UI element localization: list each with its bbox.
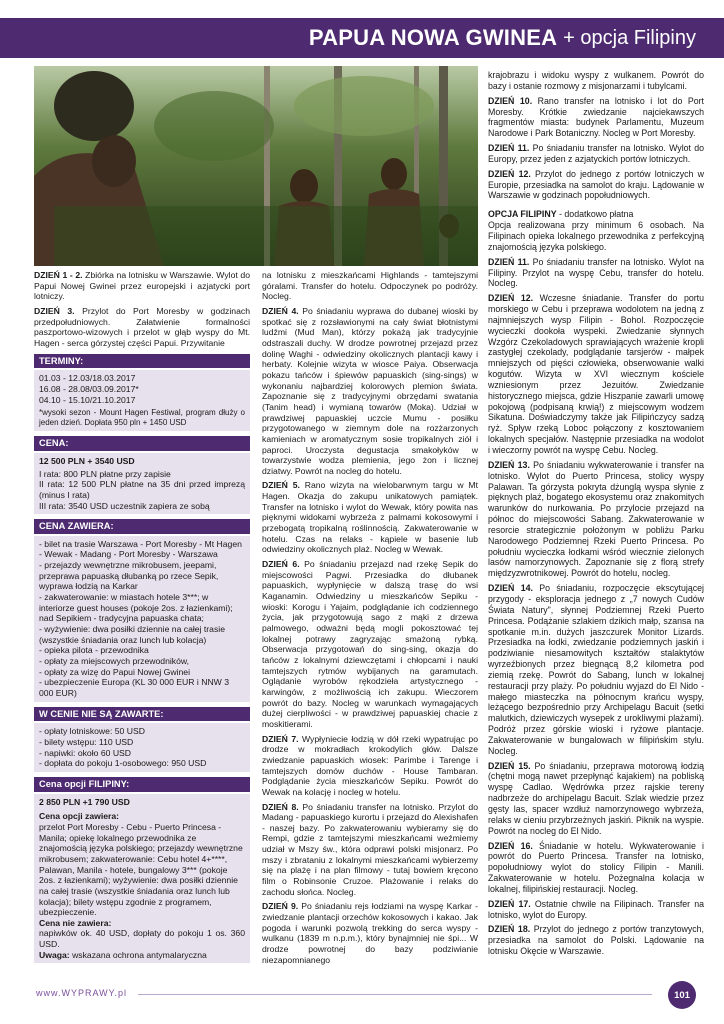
option-note: Uwaga: wskazana ochrona antymalaryczna (39, 949, 207, 960)
option-excludes-text: napiwków ok. 40 USD, dopłaty do pokoju 1 os. 360 USD. (39, 928, 245, 950)
terms-box (34, 370, 250, 431)
price-main: 12 500 PLN + 3540 USD (39, 455, 135, 466)
option-price-heading: Cena opcji FILIPINY: (34, 777, 250, 792)
option-includes-heading: Cena opcji zawiera: (39, 811, 120, 822)
list-item: - napiwki: około 60 USD (39, 747, 132, 758)
footer-site-link[interactable]: www.WYPRAWY.pl (36, 988, 128, 998)
excludes-box (34, 723, 250, 772)
price-box (34, 453, 250, 514)
day-paragraph: DZIEŃ 1 - 2. Zbiórka na lotnisku w Warszawie. Wylot do Papui Nowej Gwinei przez europejski i azjatycki port lotniczy. (34, 270, 250, 302)
day-paragraph: DZIEŃ 16. Śniadanie w hotelu. Wykwaterowanie i powrót do Puerto Princesa. Transfer na lotnisko, popołudniowy wylot do stolicy Filipin - Manili. Zakwaterowanie w hotelu. Pożegnalna kolacja w lokalnej, filipińskiej restauracji. Nocleg. (488, 840, 704, 894)
papua-people-photo (34, 66, 478, 266)
list-item: - dopłata do pokoju 1-osobowego: 950 USD (39, 758, 207, 769)
day-paragraph: DZIEŃ 14. Po śniadaniu, rozpoczęcie ekscytującej przygody - eksploracja jednego z „7 nowych Cudów Świata Natury", słynnej Podziemnej Rzeki Puerto Princesa. Podążanie szlakiem dzikich małp, szansa na spotkanie m.in. dużych jaszczurek Monitor Lizards. Przesiadka na łodki, zwiedzanie podziemnych jaskiń i podziwianie niesamowitych kształtów stalaktytów wyrzeźbionych przez biegnącą 8,2 kilometra pod ziemią rzekę. Powrót do Sabang, lunch w lokalnej restauracji przy plaży. Po południu wyjazd do El Nido - małego miasteczka na północnym krańcu wyspy, leżącego bezpośrednio przy Archipelagu Bacuit (setki malutkich, dziewiczych wysepek z urokliwymi plażami). Podróż przez górskie wioski i ryżowe plantacje. Zakwaterowanie w bungalowach w filipińskim stylu. Nocleg. (488, 583, 704, 756)
terms-note: *wysoki sezon - Mount Hagen Festiwal, program dłuży o jeden dzień. Dopłata 950 pln + 1450 USD (39, 408, 245, 428)
day-paragraph: DZIEŃ 15. Po śniadaniu, przeprawa motorową łodzią (chętni mogą nawet przepłynąć kajakiem) na pobliską wyspę Cadlao. Wędrówka przez rajskie tereny nadbrzeże do archipelagu Bacuit. Szlak wiedzie przez gęsty las, spacer wzdłuż namorzynowego wybrzeża, relaks w cieniu przybrzeżnych jaskiń. Piknik na wyspie. Powrót na nocleg do El Nido. (488, 760, 704, 836)
terms-heading: TERMINY: (34, 354, 250, 369)
option-includes-text: przelot Port Moresby - Cebu - Puerto Princesa - Manila; opiekę lokalnego przewodnika ze znajomością języka polskiego; przejazdy wewnętrzne mikrobusem; zakwaterowanie: Cebu hotel 4+****, Palawan, Manila - hotele, bungalowy 3*** (pokoje 2os. z łazienkami); wyżywienie: dwa posiłki dziennie na całej trasie (wszystkie śniadania oraz lunch lub kolacja); bilety wstępu zgodnie z programem, ubezpieczenie. (39, 821, 243, 918)
page-header (0, 18, 724, 58)
page-subtitle: + opcja Filipiny (563, 26, 696, 49)
list-item: - wyżywienie: dwa posiłki dziennie na całej trasie (wszystkie śniadania oraz lunch lub kolacja) (39, 624, 226, 645)
day-paragraph: DZIEŃ 17. Ostatnie chwile na Filipinach. Transfer na lotnisko, wylot do Europy. (488, 898, 704, 920)
price-heading: CENA: (34, 436, 250, 451)
includes-heading: CENA ZAWIERA: (34, 519, 250, 534)
option-excludes-heading: Cena nie zawiera: (39, 917, 112, 928)
price-line: III rata: 3540 USD uczestnik zapiera ze sobą (39, 500, 210, 511)
intro-paragraph: na lotnisku z mieszkańcami Highlands - tamtejszymi góralami. Transfer do hotelu. Odpoczynek po podróży. Nocleg. (262, 270, 478, 302)
day-paragraph: DZIEŃ 6. Po śniadaniu przejazd nad rzekę Sepik do miejscowości Pagwi. Przesiadka do dłubanek papuaskich, wypłynięcie w dalszą trasę do wsi Kaganamin. Odwiedziny u mieszkańców Sepiku - wioski: Korogu i Yajaim, podglądanie ich codziennego życia, jak przygotowują sago z mąki z drzewa palmowego, odważni będą mogli pokosztować tej lokalnej potrawy zagryzając smażoną rybką. Obserwacja przygotowań do sing-sing, okazja do tańców z lokalnymi dziewczętami i chłopcami i nauki tamtejszych rytmów wybijanych na garamutach. Oglądanie wyrobów rękodzieła artystycznego - karwingów, z możliwością ich zakupu. Wieczorem powrót do bazy. Nocleg w warunkach wymagających dużej cierpliwości - w prawdziwej papuaskiej chacie z moskitierami. (262, 559, 478, 729)
page-title: PAPUA NOWA GWINEA (308, 25, 558, 50)
includes-box (34, 536, 250, 702)
list-item: - opłaty lotniskowe: 50 USD (39, 726, 145, 737)
page-number: 101 (668, 981, 696, 1009)
term-date: 16.08 - 28.08/03.09.2017* (39, 383, 139, 394)
option-box (34, 794, 250, 964)
list-item: - opłaty za miejscowych przewodników, (39, 656, 190, 667)
list-item: - bilet na trasie Warszawa - Port Moresby - Mt Hagen - Wewak - Madang - Port Moresby - Warszawa (39, 538, 242, 560)
day-paragraph: DZIEŃ 11. Po śniadaniu transfer na lotnisko. Wylot na Filipiny. Przylot na wyspę Cebu, transfer do hotelu. Nocleg. (488, 256, 705, 289)
list-item: - opieka pilota - przewodnika (39, 645, 149, 656)
price-line: II rata: 12 500 PLN płatne na 35 dni przed imprezą (minus I rata) (39, 479, 245, 500)
column-middle (262, 270, 478, 969)
day-paragraph: DZIEŃ 12. Wczesne śniadanie. Transfer do portu morskiego w Cebu i przeprawa wodolotem na jedną z najmniejszych wysp Filipin - Bohol. Rozpoczęcie wycieczki dookoła wyspeki. Zwiedzanie słynnych Wzgórz Czekoladowych sprawiających wrażenie kropli zastygłej czekolady, podglądanie tarsjerów - małpek mniejszych od pięści człowieka, obserwowanie walki kogutów. Wizyta w XVI wiecznym kościele wzniesionym przez Jezuitów. Zwiedzanie historycznego miejsca, gdzie Hiszpanie zawarli umowę pokojową (podpisaną krwią!) z miejscowym wodzem Sikatuna. Doświadczymy także jak Filipińczycy sadzą ryż. Spływ rzeką Loboc połączony z kosztowaniem lokalnych specjałów. Następnie przesiadka na wodolot i wieczorny powrót na wyspę Cebu. Nocleg. (488, 293, 704, 455)
list-item: - ubezpieczenie Europa (KL 30 000 EUR i NNW 3 000 EUR) (39, 677, 230, 698)
list-item: - bilety wstępu: 110 USD (39, 736, 134, 747)
day-paragraph: DZIEŃ 7. Wypłyniecie łodzią w dół rzeki wypatrując po drodze w mokradłach krokodylich głów. Dalsze zwiedzanie papuaskich wiosek: Parimbe i Tarenge i tamtejszych domów duchów - House Tambaran. Podglądanie życia mieszkańców Sepiku. Powrót do Wewak na kolację i nocleg w hotelu. (262, 733, 478, 797)
list-item: - przejazdy wewnętrzne mikrobusem, jeepami, przeprawa papuaską dłubanką po rzece Sepik, wyprawa łodzią na Karkar (39, 560, 219, 592)
day-paragraph: DZIEŃ 11. Po śniadaniu transfer na lotnisko. Wylot do Europy, przez jeden z azjatyckich portów lotniczych. (488, 143, 705, 164)
term-date: 04.10 - 15.10/21.10.2017 (39, 394, 136, 405)
day-paragraph: DZIEŃ 3. Przylot do Port Moresby w godzinach przedpołudniowych. Załatwienie formalności paszportowo-wizowych i przelot w głąb wyspy do Mt. Hagen - serca górzystej części Papui. Przywitanie (34, 305, 250, 348)
list-item: - zakwaterowanie: w miastach hotele 3***; w interiorze guest houses (pokoje 2os. z łazienkami); nad Sepikiem - tradycyjna papuaska chata; (39, 592, 233, 624)
excludes-heading: W CENIE NIE SĄ ZAWARTE: (34, 707, 250, 722)
footer-divider (138, 994, 652, 995)
day-paragraph: DZIEŃ 9. Po śniadaniu rejs łodziami na wyspę Karkar - zwiedzanie plantacji orzechów kokosowych i kakao. Jak pogoda i warunki pozwolą trekking do serca wyspy - wulkanu (1839 m n.p.m.), który bynajmniej nie śpi... W drodze powrotnej do bazy podziwianie niezapomnianego (262, 901, 478, 965)
day-paragraph: DZIEŃ 10. Rano transfer na lotnisko i lot do Port Moresby. Krótkie zwiedzanie najciekawszych fragmentów miasta: budynek Parlamentu, Muzeum Narodowe i Park Botaniczny. Nocleg w Port Moresby. (488, 95, 704, 139)
day-paragraph: DZIEŃ 8. Po śniadaniu transfer na lotnisko. Przylot do Madang - papuaskiego kurortu i przejazd do Alexishafen - naszej bazy. Po zakwaterowaniu wybieramy się do Rempi, gdzie z tamtejszymi mieszkańcami weźmiemy udział w Mszy św., która odprawi polski misjonarz. Po mszy i zbrataniu z lokalnymi mieszkańcami wybierzemy się na plażę i na plan filmowy - tutaj bowiem kręcono film o Robinsonie Cruzoe. Plażowanie i relaks do zachodu słońca. Nocleg. (262, 801, 478, 897)
option-price: 2 850 PLN +1 790 USD (39, 796, 130, 807)
day-paragraph: DZIEŃ 18. Przylot do jednego z portów tranzytowych, przesiadka na samolot do Polski. Lądowanie na lotnisku Okęcie w Warszawie. (488, 924, 704, 957)
intro-paragraph: krajobrazu i widoku wyspy z wulkanem. Powrót do bazy i ostanie rozmowy z misjonarzami i tubylcami. (488, 70, 704, 91)
option-description: Opcja realizowana przy minimum 6 osobach. Na Filipinach opieka lokalnego przewodnika z perfekcyjną znajomością języka polskiego. (488, 220, 704, 252)
day-paragraph: DZIEŃ 5. Rano wizyta na wielobarwnym targu w Mt Hagen. Okazja do zakupu unikatowych pamiątek. Transfer na lotnisko i wylot do Wewak, który powita nas pięknymi widokami wybrzeża z palmami kokosowymi i przebogatą tropikalną roślinnością. Zakwaterowanie w hotelu. Czas na relaks - kąpiele w basenie lub odwiedziny okolicznych plaż. Nocleg w Wewak. (262, 480, 479, 555)
day-paragraph: DZIEŃ 12. Przylot do jednego z portów lotniczych w Europie, przesiadka na samolot do kraju. Lądowanie w Warszawie w godzinach popołudniowych. (488, 168, 704, 201)
list-item: - opłaty za wizę do Papui Nowej Gwinei (39, 666, 191, 677)
column-right (488, 70, 704, 961)
column-left (34, 270, 250, 963)
term-date: 01.03 - 12.03/18.03.2017 (39, 373, 136, 384)
day-paragraph: DZIEŃ 13. Po śniadaniu wykwaterowanie i transfer na lotnisko. Wylot do Puerto Princesa, stolicy wyspy Palawan. Ta górzysta pokryta dżunglą wyspa słynie z pięknych plaż, bogatego ekosystemu oraz znakomitych warunków do nurkowania. Po przylocie przejazd na północ do miejscowości Sabang. Zakwaterowanie w resorcie strategicznie położonym w pobliżu Parku Narodowego Podziemnej Rzeki Puerto Princesa. Po południu wycieczka łodkami wśród wiecznie zielonych lasów namorzynowych. Zapoznanie się z florą strefy międzyzwrotnikowej. Powrót do hotelu, nocleg. (488, 459, 704, 579)
day-paragraph: DZIEŃ 4. Po śniadaniu wyprawa do dubanej wioski by spotkać się z rozsławionymi na cały świat błotnistymi ludźmi (Mud Man), którzy pokażą jak tradycyjnie odstraszali duchy. W drodze powrotnej przejazd przez dolinę Waghi - odwiedziny okolicznych plantacji kawy i herbaty. Kolejnie wizyta w wiosce Paiya. Obserwacja pokazu tańców i śpiewów papuaskich (sing-sings) w wykonaniu najbardziej kolorowych plemion świata. Zapoznanie się z tradycyjnymi obrzędami swatania (Tanim head) i wymianą towarów (Moka). Udział w prawdziwej papuaskiej uczcie Mumu - posiłku przygotowanego w ziemnym dole na rozżarzonych kamieniach w aromatycznym sosie tropikalnych ziół i paproci. Uroczysta degustacja smakołyków w towarzystwie wodza plemienia, jego żon i licznej dziatwy. Powrót na nocleg do hotelu. (262, 305, 478, 476)
price-line: I rata: 800 PLN płatne przy zapisie (39, 468, 171, 479)
option-heading: OPCJA FILIPINY - dodatkowo płatna (488, 209, 634, 220)
